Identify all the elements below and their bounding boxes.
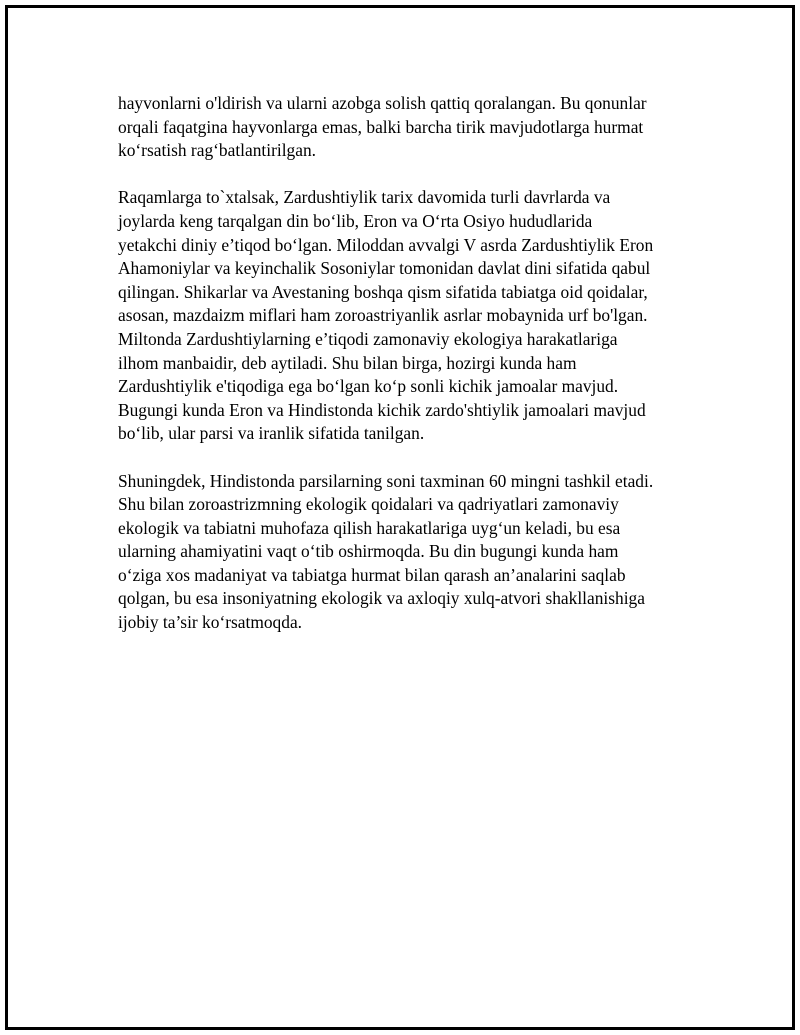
text-line: joylarda keng tarqalgan din boʻlib, Eron va Oʻrta Osiyo hududlarida: [118, 210, 593, 231]
text-line: ularning ahamiyatini vaqt oʻtib oshirmoqda. Bu din bugungi kunda ham: [118, 541, 619, 562]
paragraph-2: [118, 186, 698, 446]
text-line: orqali faqatgina hayvonlarga emas, balki barcha tirik mavjudotlarga hurmat: [118, 116, 644, 137]
text-line: koʻrsatish ragʻbatlantirilgan.: [118, 140, 316, 161]
text-line: boʻlib, ular parsi va iranlik sifatida tanilgan.: [118, 423, 425, 444]
text-line: asosan, mazdaizm miflari ham zoroastriyanlik asrlar mobaynida urf bo'lgan.: [118, 305, 648, 326]
text-line: ilhom manbaidir, deb aytiladi. Shu bilan birga, hozirgi kunda ham: [118, 352, 577, 373]
text-line: Zardushtiylik e'tiqodiga ega boʻlgan koʻp sonli kichik jamoalar mavjud.: [118, 376, 619, 397]
text-line: Bugungi kunda Eron va Hindistonda kichik zardo'shtiylik jamoalari mavjud: [118, 399, 646, 420]
text-line: yetakchi diniy e’tiqod boʻlgan. Miloddan avvalgi V asrda Zardushtiylik Eron: [118, 234, 654, 255]
text-line: oʻziga xos madaniyat va tabiatga hurmat bilan qarash an’analarini saqlab: [118, 564, 626, 585]
text-line: Miltonda Zardushtiylarning e’tiqodi zamonaviy ekologiya harakatlariga: [118, 328, 618, 349]
text-line: Ahamoniylar va keyinchalik Sosoniylar tomonidan davlat dini sifatida qabul: [118, 258, 651, 279]
text-line: Raqamlarga to`xtalsak, Zardushtiylik tarix davomida turli davrlarda va: [118, 187, 611, 208]
document-body: [118, 92, 698, 658]
paragraph-1: [118, 92, 698, 163]
text-line: hayvonlarni o'ldirish va ularni azobga solish qattiq qoralangan. Bu qonunlar: [118, 93, 647, 113]
text-line: ijobiy ta’sir koʻrsatmoqda.: [118, 612, 303, 633]
text-line: Shuningdek, Hindistonda parsilarning soni taxminan 60 mingni tashkil etadi.: [118, 470, 654, 491]
text-line: Shu bilan zoroastrizmning ekologik qoidalari va qadriyatlari zamonaviy: [118, 494, 619, 515]
text-line: qolgan, bu esa insoniyatning ekologik va axloqiy xulq-atvori shakllanishiga: [118, 588, 645, 609]
text-line: qilingan. Shikarlar va Avestaning boshqa qism sifatida tabiatga oid qoidalar,: [118, 281, 648, 302]
text-line: ekologik va tabiatni muhofaza qilish harakatlariga uygʻun keladi, bu esa: [118, 517, 621, 538]
paragraph-3: [118, 470, 698, 635]
